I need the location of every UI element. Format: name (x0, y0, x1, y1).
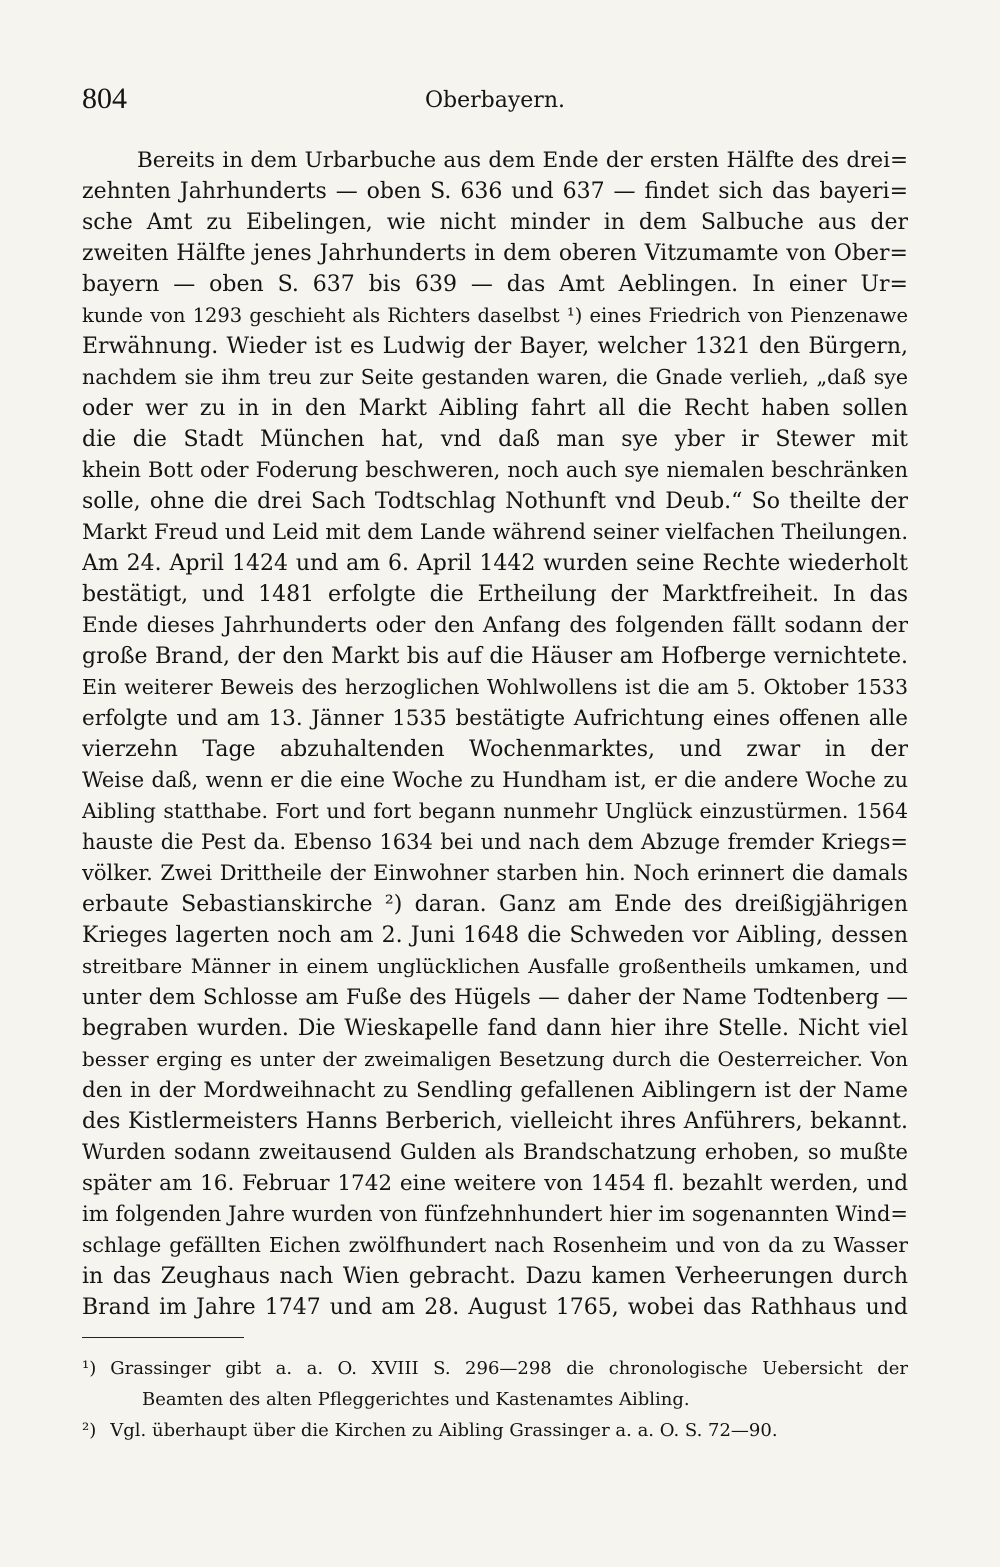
text-line: die die Stadt München hat, vnd daß man sye yber ir Stewer mit (82, 427, 908, 452)
footnote-1-continuation (82, 1384, 908, 1415)
text-line: oder wer zu in in den Markt Aibling fahrt all die Recht haben sollen (82, 396, 908, 421)
text-line: Ende dieses Jahrhunderts oder den Anfang des folgenden fällt sodann der (82, 613, 908, 638)
text-line: in das Zeughaus nach Wien gebracht. Dazu kamen Verheerungen durch (82, 1264, 908, 1289)
text-line: schlage gefällten Eichen zwölfhundert nach Rosenheim und von da zu Wasser (82, 1233, 908, 1257)
text-line: Weise daß, wenn er die eine Woche zu Hundham ist, er die andere Woche zu (82, 768, 908, 792)
text-line: zweiten Hälfte jenes Jahrhunderts in dem oberen Vitzumamte von Ober= (82, 241, 908, 266)
text-line: große Brand, der den Markt bis auf die Häuser am Hofberge vernichtete. (82, 644, 908, 669)
text-line: im folgenden Jahre wurden von fünfzehnhundert hier im sogenannten Wind= (82, 1202, 908, 1226)
text-line: Am 24. April 1424 und am 6. April 1442 wurden seine Rechte wiederholt (82, 551, 908, 576)
body-text (82, 145, 908, 1323)
text-line: Brand im Jahre 1747 und am 28. August 1765, wobei das Rathhaus und (82, 1295, 908, 1320)
text-line: Ein weiterer Beweis des herzoglichen Wohlwollens ist die am 5. Oktober 1533 (82, 675, 908, 699)
text-line: erbaute Sebastianskirche ²) daran. Ganz am Ende des dreißigjährigen (82, 892, 908, 917)
text-line: Krieges lagerten noch am 2. Juni 1648 die Schweden vor Aibling, dessen (82, 923, 908, 948)
footnotes (82, 1353, 908, 1446)
text-line: des Kistlermeisters Hanns Berberich, vielleicht ihres Anführers, bekannt. (82, 1109, 908, 1134)
footnote-marker: ¹) (82, 1358, 97, 1379)
text-line: sche Amt zu Eibelingen, wie nicht minder in dem Salbuche aus der (82, 210, 908, 235)
footnote-marker: ²) (82, 1420, 97, 1441)
text-line: erfolgte und am 13. Jänner 1535 bestätigte Aufrichtung eines offenen alle (82, 706, 908, 731)
text-line: begraben wurden. Die Wieskapelle fand dann hier ihre Stelle. Nicht viel (82, 1016, 908, 1041)
running-head: Oberbayern. (425, 88, 565, 113)
text-line: Aibling statthabe. Fort und fort begann nunmehr Unglück einzustürmen. 1564 (82, 799, 908, 823)
text-line: bayern — oben S. 637 bis 639 — das Amt Aeblingen. In einer Ur= (82, 272, 908, 297)
text-line: khein Bott oder Foderung beschweren, noch auch sye niemalen beschränken (82, 458, 908, 482)
text-line: besser erging es unter der zweimaligen Besetzung durch die Oesterreicher. Von (82, 1047, 908, 1071)
text-line: nachdem sie ihm treu zur Seite gestanden waren, die Gnade verlieh, „daß sye (82, 365, 908, 389)
text-line: Markt Freud und Leid mit dem Lande während seiner vielfachen Theilungen. (82, 520, 908, 544)
text-line: unter dem Schlosse am Fuße des Hügels — daher der Name Todtenberg — (82, 985, 908, 1010)
footnote-divider (82, 1337, 244, 1338)
text-line: später am 16. Februar 1742 eine weitere von 1454 fl. bezahlt werden, und (82, 1171, 908, 1196)
text-line: hauste die Pest da. Ebenso 1634 bei und nach dem Abzuge fremder Kriegs= (82, 830, 908, 854)
footnote-2 (82, 1415, 908, 1446)
footnote-text: Grassinger gibt a. a. O. XVIII S. 296—298 die chronologische Uebersicht der (110, 1358, 908, 1379)
footnote-1 (82, 1353, 908, 1384)
text-line: Bereits in dem Urbarbuche aus dem Ende der ersten Hälfte des drei= (137, 148, 908, 173)
text-line: den in der Mordweihnacht zu Sendling gefallenen Aiblingern ist der Name (82, 1078, 908, 1103)
text-line: kunde von 1293 geschieht als Richters daselbst ¹) eines Friedrich von Pienzenawe (82, 304, 908, 327)
text-line: zehnten Jahrhunderts — oben S. 636 und 637 — findet sich das bayeri= (82, 179, 908, 204)
text-line: völker. Zwei Drittheile der Einwohner starben hin. Noch erinnert die damals (82, 861, 908, 885)
footnote-text: Vgl. überhaupt über die Kirchen zu Aibling Grassinger a. a. O. S. 72—90. (110, 1420, 778, 1441)
text-line: bestätigt, und 1481 erfolgte die Ertheilung der Marktfreiheit. In das (82, 582, 908, 607)
page-header (82, 82, 908, 122)
text-line: solle, ohne die drei Sach Todtschlag Nothunft vnd Deub.“ So theilte der (82, 489, 908, 514)
text-line: vierzehn Tage abzuhaltenden Wochenmarktes, und zwar in der (82, 737, 908, 762)
page-number: 804 (82, 82, 127, 115)
text-line: Wurden sodann zweitausend Gulden als Brandschatzung erhoben, so mußte (82, 1140, 908, 1164)
footnote-text: Beamten des alten Pfleggerichtes und Kastenamtes Aibling. (142, 1389, 690, 1410)
text-line: streitbare Männer in einem unglücklichen Ausfalle großentheils umkamen, und (82, 954, 908, 978)
text-line: Erwähnung. Wieder ist es Ludwig der Bayer, welcher 1321 den Bürgern, (82, 334, 908, 359)
